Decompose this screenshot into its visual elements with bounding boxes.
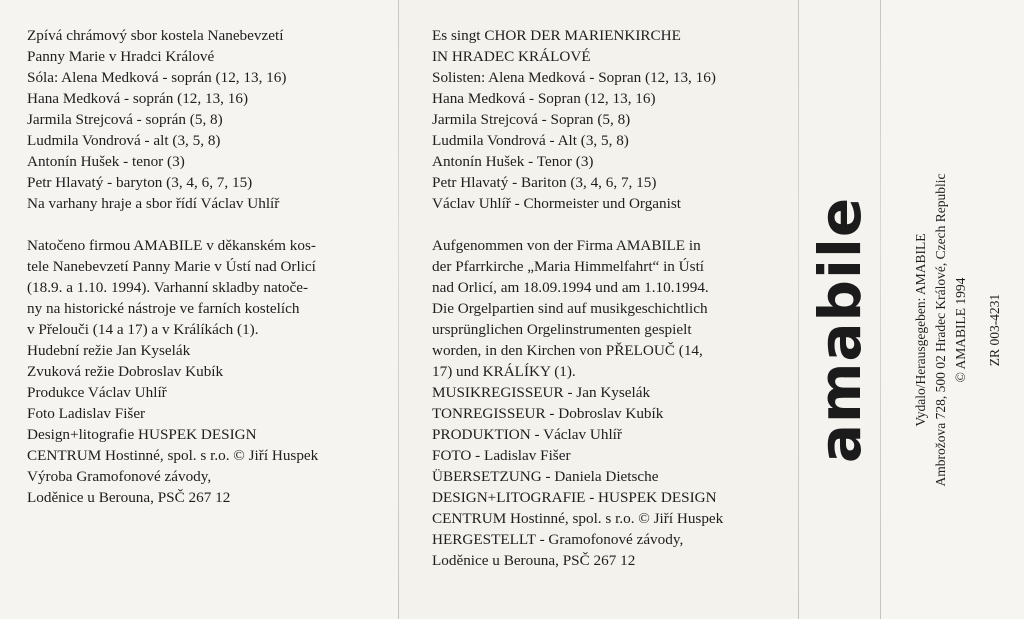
czech-credits (27, 25, 318, 508)
german-recording-line: worden, in den Kirchen von PŘELOUČ (14, (432, 342, 703, 359)
german-credit-line: Antonín Hušek - Tenor (3) (432, 153, 594, 170)
german-recording-line: der Pfarrkirche „Maria Himmelfahrt“ in Ústí (432, 258, 705, 275)
fold-line (798, 0, 799, 619)
czech-credit-line: Ludmila Vondrová - alt (3, 5, 8) (27, 132, 221, 149)
german-recording-line: PRODUKTION - Václav Uhlíř (432, 426, 622, 443)
czech-recording-line: Produkce Václav Uhlíř (27, 384, 167, 401)
czech-credit-line: Petr Hlavatý - baryton (3, 4, 6, 7, 15) (27, 174, 253, 191)
german-credit-line: Petr Hlavatý - Bariton (3, 4, 6, 7, 15) (432, 174, 657, 191)
german-recording-line: Aufgenommen von der Firma AMABILE in (432, 237, 701, 254)
paragraph-gap (27, 214, 318, 235)
czech-credit-line: Jarmila Strejcová - soprán (5, 8) (27, 111, 223, 128)
german-recording-line: MUSIKREGISSEUR - Jan Kyselák (432, 384, 651, 401)
catalog-number: ZR 003-4231 (987, 293, 1002, 367)
german-credit-line: Hana Medková - Sopran (12, 13, 16) (432, 90, 656, 107)
czech-credit-line: Hana Medková - soprán (12, 13, 16) (27, 90, 249, 107)
czech-recording-line: Foto Ladislav Fišer (27, 405, 146, 422)
czech-recording-line: Loděnice u Berouna, PSČ 267 12 (27, 489, 231, 506)
german-recording-line: HERGESTELLT - Gramofonové závody, (432, 531, 684, 548)
czech-recording-line: Výroba Gramofonové závody, (27, 468, 212, 485)
czech-recording-line: Natočeno firmou AMABILE v děkanském kos- (27, 237, 316, 254)
german-credit-line: Es singt CHOR DER MARIENKIRCHE (432, 27, 681, 44)
german-recording-line: ursprünglichen Orgelinstrumenten gespielt (432, 321, 692, 338)
czech-recording-line: ny na historické nástroje ve farních kostelích (27, 300, 300, 317)
publisher-info (911, 173, 1005, 486)
german-recording-line: TONREGISSEUR - Dobroslav Kubík (432, 405, 664, 422)
paragraph-gap (432, 214, 723, 235)
czech-recording-line: tele Nanebevzetí Panny Marie v Ústí nad Orlicí (27, 258, 316, 275)
copyright-line: © AMABILE 1994 (953, 277, 968, 383)
publisher-address: Ambrožova 728, 500 02 Hradec Králové, Czech Republic (933, 173, 948, 487)
german-credit-line: Jarmila Strejcová - Sopran (5, 8) (432, 111, 631, 128)
czech-credit-line: Antonín Hušek - tenor (3) (27, 153, 185, 170)
german-recording-line: DESIGN+LITOGRAFIE - HUSPEK DESIGN (432, 489, 717, 506)
german-credits (432, 25, 723, 571)
fold-line (880, 0, 881, 619)
fold-line (398, 0, 399, 619)
german-recording-line: Loděnice u Berouna, PSČ 267 12 (432, 552, 636, 569)
german-recording-line: CENTRUM Hostinné, spol. s r.o. © Jiří Huspek (432, 510, 724, 527)
german-credit-line: Václav Uhlíř - Chormeister und Organist (432, 195, 681, 212)
czech-recording-line: CENTRUM Hostinné, spol. s r.o. © Jiří Huspek (27, 447, 319, 464)
publisher-line: Vydalo/Herausgegeben: AMABILE (913, 233, 928, 427)
czech-credit-line: Sóla: Alena Medková - soprán (12, 13, 16) (27, 69, 287, 86)
czech-credit-line: Panny Marie v Hradci Králové (27, 48, 215, 65)
czech-recording-line: Design+litografie HUSPEK DESIGN (27, 426, 257, 443)
czech-recording-line: Zvuková režie Dobroslav Kubík (27, 363, 224, 380)
german-recording-line: nad Orlicí, am 18.09.1994 und am 1.10.1994. (432, 279, 709, 296)
german-credit-line: IN HRADEC KRÁLOVÉ (432, 48, 591, 65)
amabile-logo: amabile (806, 196, 874, 464)
german-recording-line: ÜBERSETZUNG - Daniela Dietsche (432, 468, 659, 485)
czech-recording-line: Hudební režie Jan Kyselák (27, 342, 191, 359)
czech-credit-line: Zpívá chrámový sbor kostela Nanebevzetí (27, 27, 284, 44)
czech-recording-line: (18.9. a 1.10. 1994). Varhanní skladby natoče- (27, 279, 309, 296)
czech-credit-line: Na varhany hraje a sbor řídí Václav Uhlíř (27, 195, 280, 212)
german-credit-line: Solisten: Alena Medková - Sopran (12, 13, 16) (432, 69, 716, 86)
german-recording-line: FOTO - Ladislav Fišer (432, 447, 571, 464)
german-credit-line: Ludmila Vondrová - Alt (3, 5, 8) (432, 132, 629, 149)
czech-recording-line: v Přelouči (14 a 17) a v Králíkách (1). (27, 321, 259, 338)
german-recording-line: Die Orgelpartien sind auf musikgeschichtlich (432, 300, 708, 317)
german-recording-line: 17) und KRÁLÍKY (1). (432, 363, 576, 380)
